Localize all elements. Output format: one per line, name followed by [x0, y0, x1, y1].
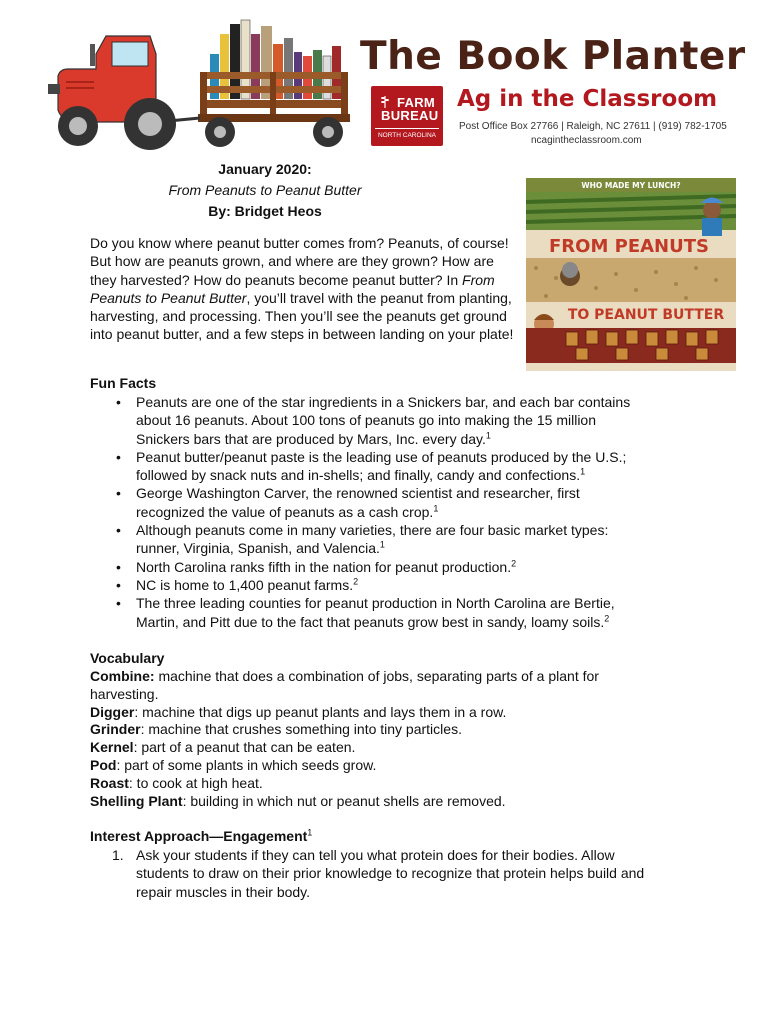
- cover-series: WHO MADE MY LUNCH?: [581, 181, 681, 190]
- intro-text-2: , you’ll travel with the peanut from planting, harvesting, and processing. Then you’ll see the peanuts get ground into peanut butter, and a few steps in between landing on your plate!: [90, 289, 514, 343]
- footnote-ref: 1: [433, 503, 439, 514]
- article-date: January 2020:: [218, 161, 312, 177]
- intro-text-1: Do you know where peanut butter comes from? Peanuts, of course! But how are peanuts grown, and where are they grown? How are they harvested? How do peanuts become peanut butter? In: [90, 235, 509, 288]
- footnote-ref: 2: [353, 576, 359, 587]
- fact-text: Peanut butter/peanut paste is the leading use of peanuts produced by the U.S.; followed by snack nuts and in-shells; and finally, candy and confections.: [136, 448, 627, 484]
- logo-line-1: FARM: [397, 95, 436, 110]
- footnote-ref: 1: [485, 429, 491, 440]
- interest-title-text: Interest Approach—Engagement: [90, 828, 308, 844]
- vocab-term: Kernel: [90, 739, 134, 756]
- intro-paragraph: [90, 234, 516, 344]
- fact-text: Peanuts are one of the star ingredients in a Snickers bar, and each bar contains about 16 peanuts. About 100 tons of peanuts go into making the 15 million Snickers bars that are produced by Mars, Inc. every day.: [136, 394, 631, 447]
- footnote-ref: 1: [580, 466, 586, 477]
- list-item: [90, 558, 650, 576]
- step-text: Ask your students if they can tell you what protein does for their bodies. Allow students to draw on their prior knowledge to recognize that protein helps build and repair muscles in their body.: [136, 847, 645, 900]
- vocab-entry: [90, 721, 650, 739]
- cover-title-line-2: TO PEANUT BUTTER: [567, 307, 725, 323]
- vocab-definition: : machine that digs up peanut plants and lays them in a row.: [134, 703, 507, 720]
- vocab-definition: : part of a peanut that can be eaten.: [133, 739, 356, 756]
- vocab-definition: : building in which nut or peanut shells are removed.: [182, 792, 506, 809]
- book-cover: [526, 178, 736, 371]
- list-number: 1.: [112, 847, 124, 863]
- cover-credits: BY BRIDGET HEOS · ILLUSTRATED BY GERALD CLAUDE GUERLAIS: [572, 366, 690, 370]
- interest-approach-list: [90, 846, 660, 901]
- vocab-entry: [90, 775, 650, 793]
- list-item: [90, 484, 650, 521]
- vocab-definition: : machine that crushes something into tiny particles.: [140, 721, 462, 738]
- wheat-icon: [379, 94, 391, 108]
- footnote-ref: 2: [604, 612, 610, 623]
- vocab-term: Roast: [90, 774, 129, 791]
- list-item: [90, 594, 650, 631]
- article-title: From Peanuts to Peanut Butter: [168, 182, 362, 198]
- cover-title-line-1: FROM PEANUTS: [549, 236, 709, 257]
- interest-approach-heading: [90, 828, 312, 844]
- farm-bureau-logo: [371, 86, 443, 146]
- contact-info: Post Office Box 27766 | Raleigh, NC 27611 | (919) 782-1705: [459, 121, 727, 132]
- fact-text: George Washington Carver, the renowned scientist and researcher, first recognized the value of peanuts as a cash crop.: [136, 485, 580, 520]
- vocab-entry: [90, 704, 650, 722]
- vocab-term: Grinder: [90, 721, 141, 738]
- tractor-books-illustration: [38, 14, 368, 166]
- vocab-definition: : part of some plants in which seeds grow.: [116, 756, 377, 773]
- footnote-ref: 1: [307, 827, 313, 838]
- vocab-entry: [90, 793, 650, 811]
- fun-facts-heading: Fun Facts: [90, 375, 157, 391]
- list-item: [90, 393, 650, 448]
- org-title: Ag in the Classroom: [457, 86, 718, 112]
- fun-facts-list: [90, 393, 650, 631]
- fact-text: Although peanuts come in many varieties, there are four basic market types: runner, Virginia, Spanish, and Valencia.: [136, 522, 609, 557]
- list-item: [90, 448, 650, 485]
- vocab-definition: machine that does a combination of jobs, separating parts of a plant for harvesting.: [90, 668, 599, 702]
- vocab-entry: [90, 757, 650, 775]
- footnote-ref: 1: [379, 539, 385, 550]
- vocab-term: Pod: [90, 756, 117, 773]
- vocab-term: Shelling Plant: [90, 792, 183, 809]
- fact-text: The three leading counties for peanut production in North Carolina are Bertie, Martin, and Pitt due to the fact that peanuts grow best in sandy, loamy soils.: [136, 595, 615, 630]
- website-link[interactable]: ncagintheclassroom.com: [531, 135, 642, 146]
- footnote-ref: 2: [511, 558, 517, 569]
- list-item: [90, 576, 650, 594]
- vocab-entry: [90, 668, 650, 704]
- vocab-term: Combine:: [90, 668, 155, 684]
- article-author: By: Bridget Heos: [208, 203, 322, 219]
- vocabulary-heading: Vocabulary: [90, 650, 165, 666]
- list-item: [90, 846, 660, 901]
- fact-text: NC is home to 1,400 peanut farms.: [136, 576, 354, 593]
- list-item: [90, 521, 650, 558]
- vocabulary-list: [90, 668, 650, 810]
- vocab-definition: : to cook at high heat.: [128, 774, 263, 791]
- vocab-term: Digger: [90, 703, 135, 720]
- fact-text: North Carolina ranks fifth in the nation for peanut production.: [136, 558, 512, 575]
- vocab-entry: [90, 739, 650, 757]
- logo-line-2: BUREAU: [381, 108, 439, 123]
- logo-line-3: NORTH CAROLINA: [375, 128, 439, 139]
- book-cover-art: [526, 178, 736, 371]
- intro-book-title: From Peanuts to Peanut Butter: [90, 271, 495, 306]
- brand-title: The Book Planter: [360, 34, 746, 79]
